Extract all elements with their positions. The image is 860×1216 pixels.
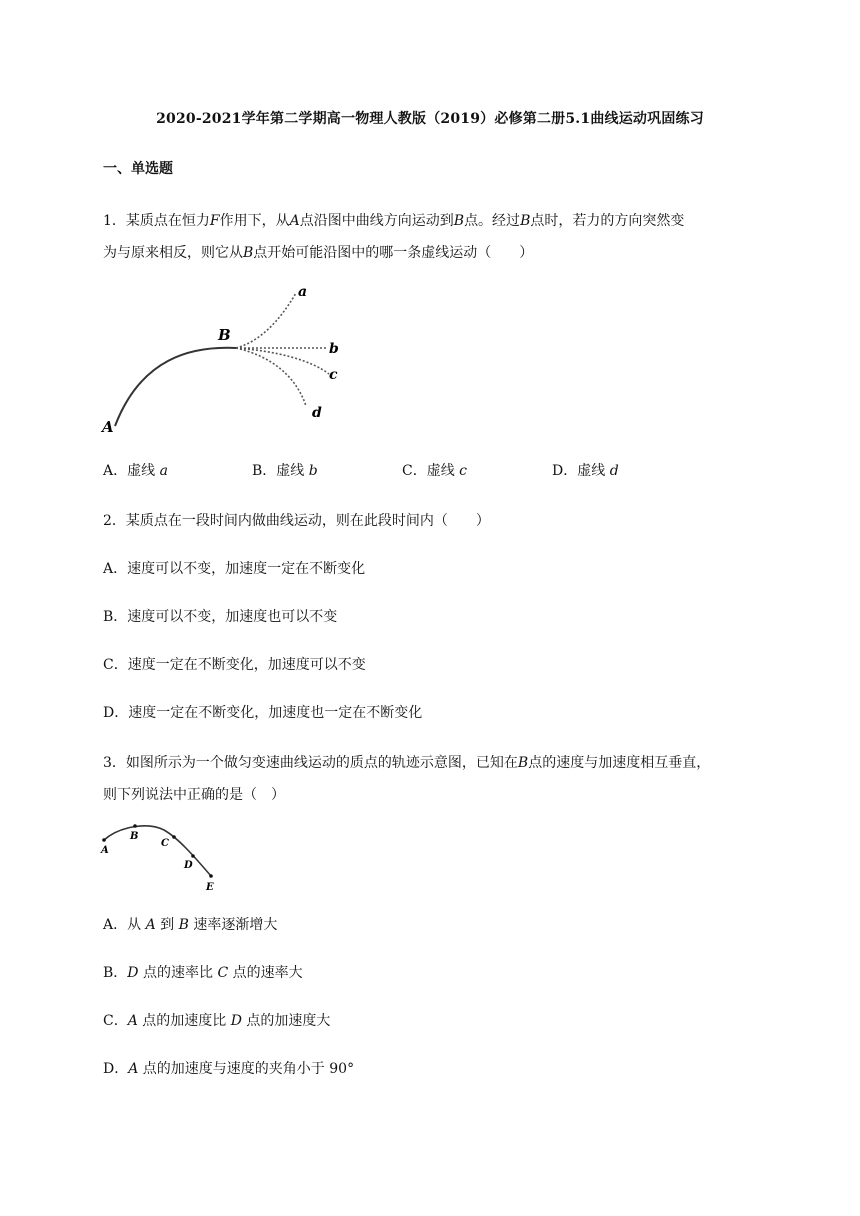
q2-option-a: A．速度可以不变，加速度一定在不断变化 (103, 561, 366, 577)
q1-label-b: b (329, 341, 339, 357)
q3-point-E (209, 874, 213, 878)
q3-label-E: E (206, 882, 214, 893)
q3-stem-line2: 则下列说法中正确的是（ ） (103, 787, 285, 803)
q3-label-A: A (101, 845, 109, 856)
q1-trajectory-figure (96, 278, 356, 438)
q1-dashed-d (236, 348, 306, 406)
q3-curve (104, 826, 211, 876)
q1-solid-curve (115, 348, 236, 426)
q2-stem: 2．某质点在一段时间内做曲线运动，则在此段时间内（ ） (103, 513, 490, 529)
document-title: 2020-2021学年第二学期高一物理人教版（2019）必修第二册5.1曲线运动巩固练习 (156, 111, 704, 127)
q1-label-c: c (329, 367, 338, 383)
q3-label-C: C (161, 838, 169, 849)
q3-point-C (172, 835, 176, 839)
q1-label-d: d (312, 405, 322, 421)
q3-label-B: B (130, 831, 139, 842)
q1-dashed-c (236, 348, 329, 374)
q3-option-d: D．A 点的加速度与速度的夹角小于 90° (103, 1061, 355, 1077)
q3-trajectory-figure (98, 820, 228, 895)
q1-stem-line2: 为与原来相反，则它从B点开始可能沿图中的哪一条虚线运动（ ） (103, 245, 534, 261)
q3-stem-line1: 3．如图所示为一个做匀变速曲线运动的质点的轨迹示意图，已知在B点的速度与加速度相互垂直， (103, 755, 711, 771)
q3-option-c: C．A 点的加速度比 D 点的加速度大 (103, 1013, 331, 1029)
q3-label-D: D (184, 860, 193, 871)
section-heading: 一、单选题 (103, 161, 173, 177)
q1-stem-line1: 1．某质点在恒力F作用下，从A点沿图中曲线方向运动到B点。经过B点时，若力的方向突然变 (103, 213, 685, 229)
q1-dashed-a (236, 293, 296, 348)
q1-label-a: a (298, 284, 308, 300)
q1-label-A: A (102, 418, 114, 436)
q3-point-B (133, 824, 137, 828)
q1-option-c: C．虚线 c (402, 463, 468, 479)
q3-point-D (191, 854, 195, 858)
q2-option-d: D．速度一定在不断变化，加速度也一定在不断变化 (103, 705, 423, 721)
q3-point-A (102, 838, 106, 842)
q2-option-c: C．速度一定在不断变化，加速度可以不变 (103, 657, 366, 673)
q1-option-a: A．虚线 a (103, 463, 168, 479)
q1-option-d: D．虚线 d (552, 463, 619, 479)
q2-option-b: B．速度可以不变，加速度也可以不变 (103, 609, 338, 625)
q1-label-B: B (218, 326, 231, 344)
q3-option-a: A．从 A 到 B 速率逐渐增大 (103, 917, 278, 933)
q3-option-b: B．D 点的速率比 C 点的速率大 (103, 965, 303, 981)
q1-option-b: B．虚线 b (252, 463, 318, 479)
